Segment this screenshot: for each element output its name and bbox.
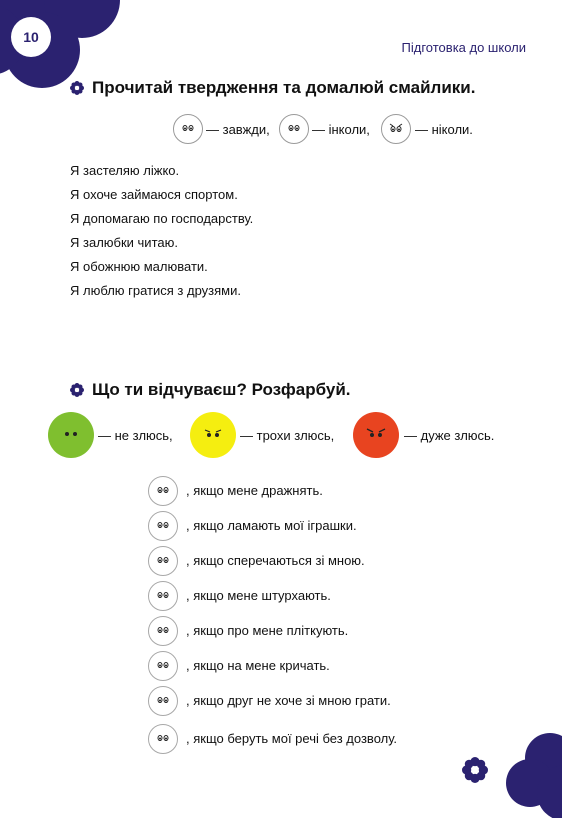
header-title: Підготовка до школи bbox=[401, 40, 526, 55]
flower-decoration-bottom-right bbox=[505, 728, 562, 818]
smiley-always-icon bbox=[173, 114, 203, 144]
red-face-icon bbox=[353, 412, 399, 458]
blank-face-icon[interactable] bbox=[148, 581, 178, 611]
smiley-sometimes-icon bbox=[279, 114, 309, 144]
legend-very-angry-label: — дуже злюсь. bbox=[404, 428, 495, 443]
legend-not-angry-label: — не злюсь, bbox=[98, 428, 173, 443]
yellow-face-icon bbox=[190, 412, 236, 458]
feeling-item: , якщо на мене кричать. bbox=[186, 658, 330, 673]
green-face-icon bbox=[48, 412, 94, 458]
blank-face-icon[interactable] bbox=[148, 616, 178, 646]
legend-sometimes-label: — інколи, bbox=[312, 122, 370, 137]
legend-little-angry-label: — трохи злюсь, bbox=[240, 428, 335, 443]
blank-face-icon[interactable] bbox=[148, 686, 178, 716]
feeling-item: , якщо про мене пліткують. bbox=[186, 623, 349, 638]
section1-title: Прочитай твердження та домалюй смайлики. bbox=[92, 78, 476, 97]
flower-bullet-icon bbox=[70, 81, 84, 95]
blank-face-icon[interactable] bbox=[148, 651, 178, 681]
blank-face-icon[interactable] bbox=[148, 546, 178, 576]
section2-title: Що ти відчуваєш? Розфарбуй. bbox=[92, 380, 351, 399]
feeling-item: , якщо друг не хоче зі мною грати. bbox=[186, 693, 391, 708]
blank-face-icon[interactable] bbox=[148, 476, 178, 506]
feeling-item: , якщо мене дражнять. bbox=[186, 483, 323, 498]
smiley-never-icon bbox=[381, 114, 411, 144]
flower-footer-icon bbox=[462, 757, 488, 783]
section1-title-row bbox=[70, 78, 475, 98]
feeling-item: , якщо сперечаються зі мною. bbox=[186, 553, 365, 568]
blank-face-icon[interactable] bbox=[148, 511, 178, 541]
legend-never-label: — ніколи. bbox=[415, 122, 473, 137]
section2-title-row bbox=[70, 380, 351, 400]
statement-item: Я залюбки читаю. bbox=[70, 235, 178, 250]
feeling-item: , якщо беруть мої речі без дозволу. bbox=[186, 731, 398, 746]
page-number: 10 bbox=[11, 17, 51, 57]
statement-item: Я застеляю ліжко. bbox=[70, 163, 180, 178]
statement-item: Я охоче займаюся спортом. bbox=[70, 187, 238, 202]
flower-bullet-icon bbox=[70, 383, 84, 397]
statement-item: Я допомагаю по господарству. bbox=[70, 211, 254, 226]
statement-item: Я люблю гратися з друзями. bbox=[70, 283, 241, 298]
legend-always-label: — завжди, bbox=[206, 122, 270, 137]
feeling-item: , якщо ламають мої іграшки. bbox=[186, 518, 357, 533]
feeling-item: , якщо мене штурхають. bbox=[186, 588, 331, 603]
statement-item: Я обожнюю малювати. bbox=[70, 259, 208, 274]
blank-face-icon[interactable] bbox=[148, 724, 178, 754]
